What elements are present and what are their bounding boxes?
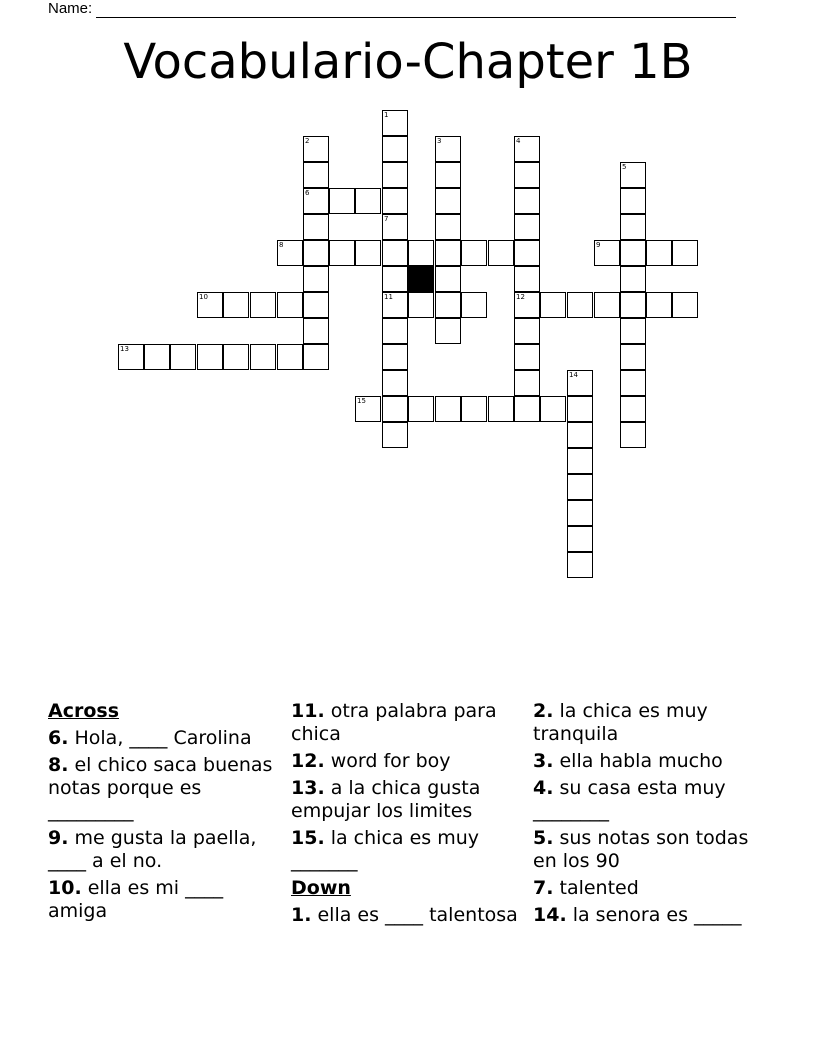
grid-cell[interactable] xyxy=(382,318,408,344)
clue-item xyxy=(48,754,280,823)
clue-text: otra palabra para chica xyxy=(291,700,497,745)
page-title: Vocabulario-Chapter 1B xyxy=(123,34,693,90)
clue-number: 13. xyxy=(291,777,325,799)
grid-cell[interactable] xyxy=(303,266,329,292)
grid-cell[interactable] xyxy=(303,214,329,240)
clue-item xyxy=(291,904,523,927)
grid-cell[interactable] xyxy=(567,292,593,318)
clue-item xyxy=(48,827,280,873)
clue-number-label: 7 xyxy=(384,215,389,223)
grid-cell[interactable] xyxy=(382,266,408,292)
grid-cell[interactable] xyxy=(567,552,593,578)
grid-cell[interactable] xyxy=(620,422,646,448)
clue-item xyxy=(291,827,523,873)
grid-cell[interactable] xyxy=(144,344,170,370)
clue-item xyxy=(533,827,765,873)
grid-cell[interactable] xyxy=(514,318,540,344)
grid-cell[interactable] xyxy=(408,292,434,318)
grid-cell[interactable] xyxy=(488,396,514,422)
clue-number: 10. xyxy=(48,877,82,899)
grid-cell[interactable] xyxy=(435,214,461,240)
clue-number: 3. xyxy=(533,750,554,772)
clue-text: me gusta la paella, ____ a el no. xyxy=(48,827,257,872)
grid-cell[interactable] xyxy=(303,162,329,188)
clue-item xyxy=(533,904,765,927)
clues-column-2 xyxy=(291,700,523,931)
grid-cell[interactable] xyxy=(408,396,434,422)
grid-cell[interactable] xyxy=(461,396,487,422)
grid-cell[interactable] xyxy=(567,526,593,552)
clue-text: ella es ____ talentosa xyxy=(311,904,518,926)
grid-cell[interactable] xyxy=(672,240,698,266)
grid-cell[interactable] xyxy=(329,240,355,266)
grid-cell[interactable] xyxy=(250,344,276,370)
grid-cell[interactable] xyxy=(646,292,672,318)
grid-cell[interactable] xyxy=(514,214,540,240)
clue-text: su casa esta muy ________ xyxy=(533,777,726,822)
clue-item xyxy=(291,700,523,746)
clues-column-1 xyxy=(48,700,280,927)
grid-cell[interactable] xyxy=(594,292,620,318)
grid-cell[interactable] xyxy=(646,240,672,266)
clue-number: 14. xyxy=(533,904,567,926)
grid-cell[interactable] xyxy=(277,344,303,370)
clue-item xyxy=(533,750,765,773)
clue-number-label: 4 xyxy=(516,137,521,145)
clue-number: 15. xyxy=(291,827,325,849)
grid-cell[interactable] xyxy=(382,370,408,396)
grid-cell[interactable] xyxy=(277,292,303,318)
grid-cell[interactable] xyxy=(382,240,408,266)
grid-cell[interactable] xyxy=(672,292,698,318)
clue-number-label: 11 xyxy=(384,293,393,301)
clue-number-label: 8 xyxy=(279,241,284,249)
clue-text: word for boy xyxy=(324,750,451,772)
blocked-cell xyxy=(408,266,434,292)
grid-cell[interactable] xyxy=(620,214,646,240)
grid-cell[interactable] xyxy=(567,474,593,500)
grid-cell[interactable] xyxy=(514,188,540,214)
grid-cell[interactable] xyxy=(435,266,461,292)
grid-cell[interactable] xyxy=(514,344,540,370)
clue-number-label: 14 xyxy=(569,371,578,379)
grid-cell[interactable] xyxy=(435,188,461,214)
clue-item xyxy=(533,700,765,746)
grid-cell[interactable] xyxy=(355,188,381,214)
clue-number-label: 1 xyxy=(384,111,389,119)
name-label: Name: xyxy=(48,0,93,17)
grid-cell[interactable] xyxy=(170,344,196,370)
clue-item xyxy=(48,877,280,923)
grid-cell[interactable] xyxy=(514,266,540,292)
grid-cell[interactable] xyxy=(250,292,276,318)
clue-number-label: 15 xyxy=(357,397,366,405)
clue-item xyxy=(291,777,523,823)
clue-number-label: 6 xyxy=(305,189,310,197)
grid-cell[interactable] xyxy=(382,162,408,188)
grid-cell[interactable] xyxy=(540,396,566,422)
clues-column-3 xyxy=(533,700,765,931)
clue-number: 12. xyxy=(291,750,325,772)
grid-cell[interactable] xyxy=(620,318,646,344)
clue-item xyxy=(291,750,523,773)
clue-text: talented xyxy=(553,877,639,899)
grid-cell[interactable] xyxy=(461,240,487,266)
clue-text: el chico saca buenas notas porque es _________ xyxy=(48,754,273,822)
grid-cell[interactable] xyxy=(514,396,540,422)
grid-cell[interactable] xyxy=(303,344,329,370)
grid-cell[interactable] xyxy=(382,396,408,422)
clue-item xyxy=(48,727,280,750)
grid-cell[interactable] xyxy=(567,500,593,526)
clue-number-label: 12 xyxy=(516,293,525,301)
grid-cell[interactable] xyxy=(355,240,381,266)
clue-number: 2. xyxy=(533,700,554,722)
grid-cell[interactable] xyxy=(382,188,408,214)
clue-number-label: 13 xyxy=(120,345,129,353)
grid-cell[interactable] xyxy=(620,292,646,318)
clue-number: 7. xyxy=(533,877,554,899)
grid-cell[interactable] xyxy=(435,396,461,422)
clue-number-label: 9 xyxy=(596,241,601,249)
grid-cell[interactable] xyxy=(329,188,355,214)
clue-number: 8. xyxy=(48,754,69,776)
grid-cell[interactable] xyxy=(620,344,646,370)
grid-cell[interactable] xyxy=(567,396,593,422)
grid-cell[interactable] xyxy=(514,162,540,188)
clue-number-label: 10 xyxy=(199,293,208,301)
clue-number-label: 3 xyxy=(437,137,442,145)
clue-number: 4. xyxy=(533,777,554,799)
clue-number-label: 5 xyxy=(622,163,627,171)
grid-cell[interactable] xyxy=(223,292,249,318)
grid-cell[interactable] xyxy=(461,292,487,318)
clue-number: 5. xyxy=(533,827,554,849)
grid-cell[interactable] xyxy=(303,240,329,266)
grid-cell[interactable] xyxy=(303,318,329,344)
grid-cell[interactable] xyxy=(488,240,514,266)
grid-cell[interactable] xyxy=(197,344,223,370)
down-heading: Down xyxy=(291,877,351,899)
grid-cell[interactable] xyxy=(435,162,461,188)
grid-cell[interactable] xyxy=(620,266,646,292)
grid-cell[interactable] xyxy=(435,292,461,318)
grid-cell[interactable] xyxy=(303,292,329,318)
grid-cell[interactable] xyxy=(567,422,593,448)
grid-cell[interactable] xyxy=(620,396,646,422)
grid-cell[interactable] xyxy=(620,240,646,266)
clue-number: 11. xyxy=(291,700,325,722)
clue-text: la chica es muy _______ xyxy=(291,827,479,872)
clue-number-label: 2 xyxy=(305,137,310,145)
clue-number: 1. xyxy=(291,904,312,926)
grid-cell[interactable] xyxy=(435,240,461,266)
grid-cell[interactable] xyxy=(514,240,540,266)
clue-text: la senora es _____ xyxy=(566,904,742,926)
clue-number: 6. xyxy=(48,727,69,749)
clue-text: ella es mi ____ amiga xyxy=(48,877,224,922)
clue-text: Hola, ____ Carolina xyxy=(68,727,252,749)
grid-cell[interactable] xyxy=(514,370,540,396)
clue-number: 9. xyxy=(48,827,69,849)
grid-cell[interactable] xyxy=(435,318,461,344)
grid-cell[interactable] xyxy=(540,292,566,318)
grid-cell[interactable] xyxy=(567,448,593,474)
grid-cell[interactable] xyxy=(620,188,646,214)
grid-cell[interactable] xyxy=(382,422,408,448)
clue-text: la chica es muy tranquila xyxy=(533,700,708,745)
clue-text: sus notas son todas en los 90 xyxy=(533,827,749,872)
grid-cell[interactable] xyxy=(223,344,249,370)
across-heading: Across xyxy=(48,700,120,722)
clue-item xyxy=(533,777,765,823)
grid-cell[interactable] xyxy=(408,240,434,266)
grid-cell[interactable] xyxy=(382,344,408,370)
grid-cell[interactable] xyxy=(382,136,408,162)
grid-cell[interactable] xyxy=(620,370,646,396)
clue-text: a la chica gusta empujar los limites xyxy=(291,777,481,822)
clue-item xyxy=(533,877,765,900)
clue-text: ella habla mucho xyxy=(553,750,723,772)
